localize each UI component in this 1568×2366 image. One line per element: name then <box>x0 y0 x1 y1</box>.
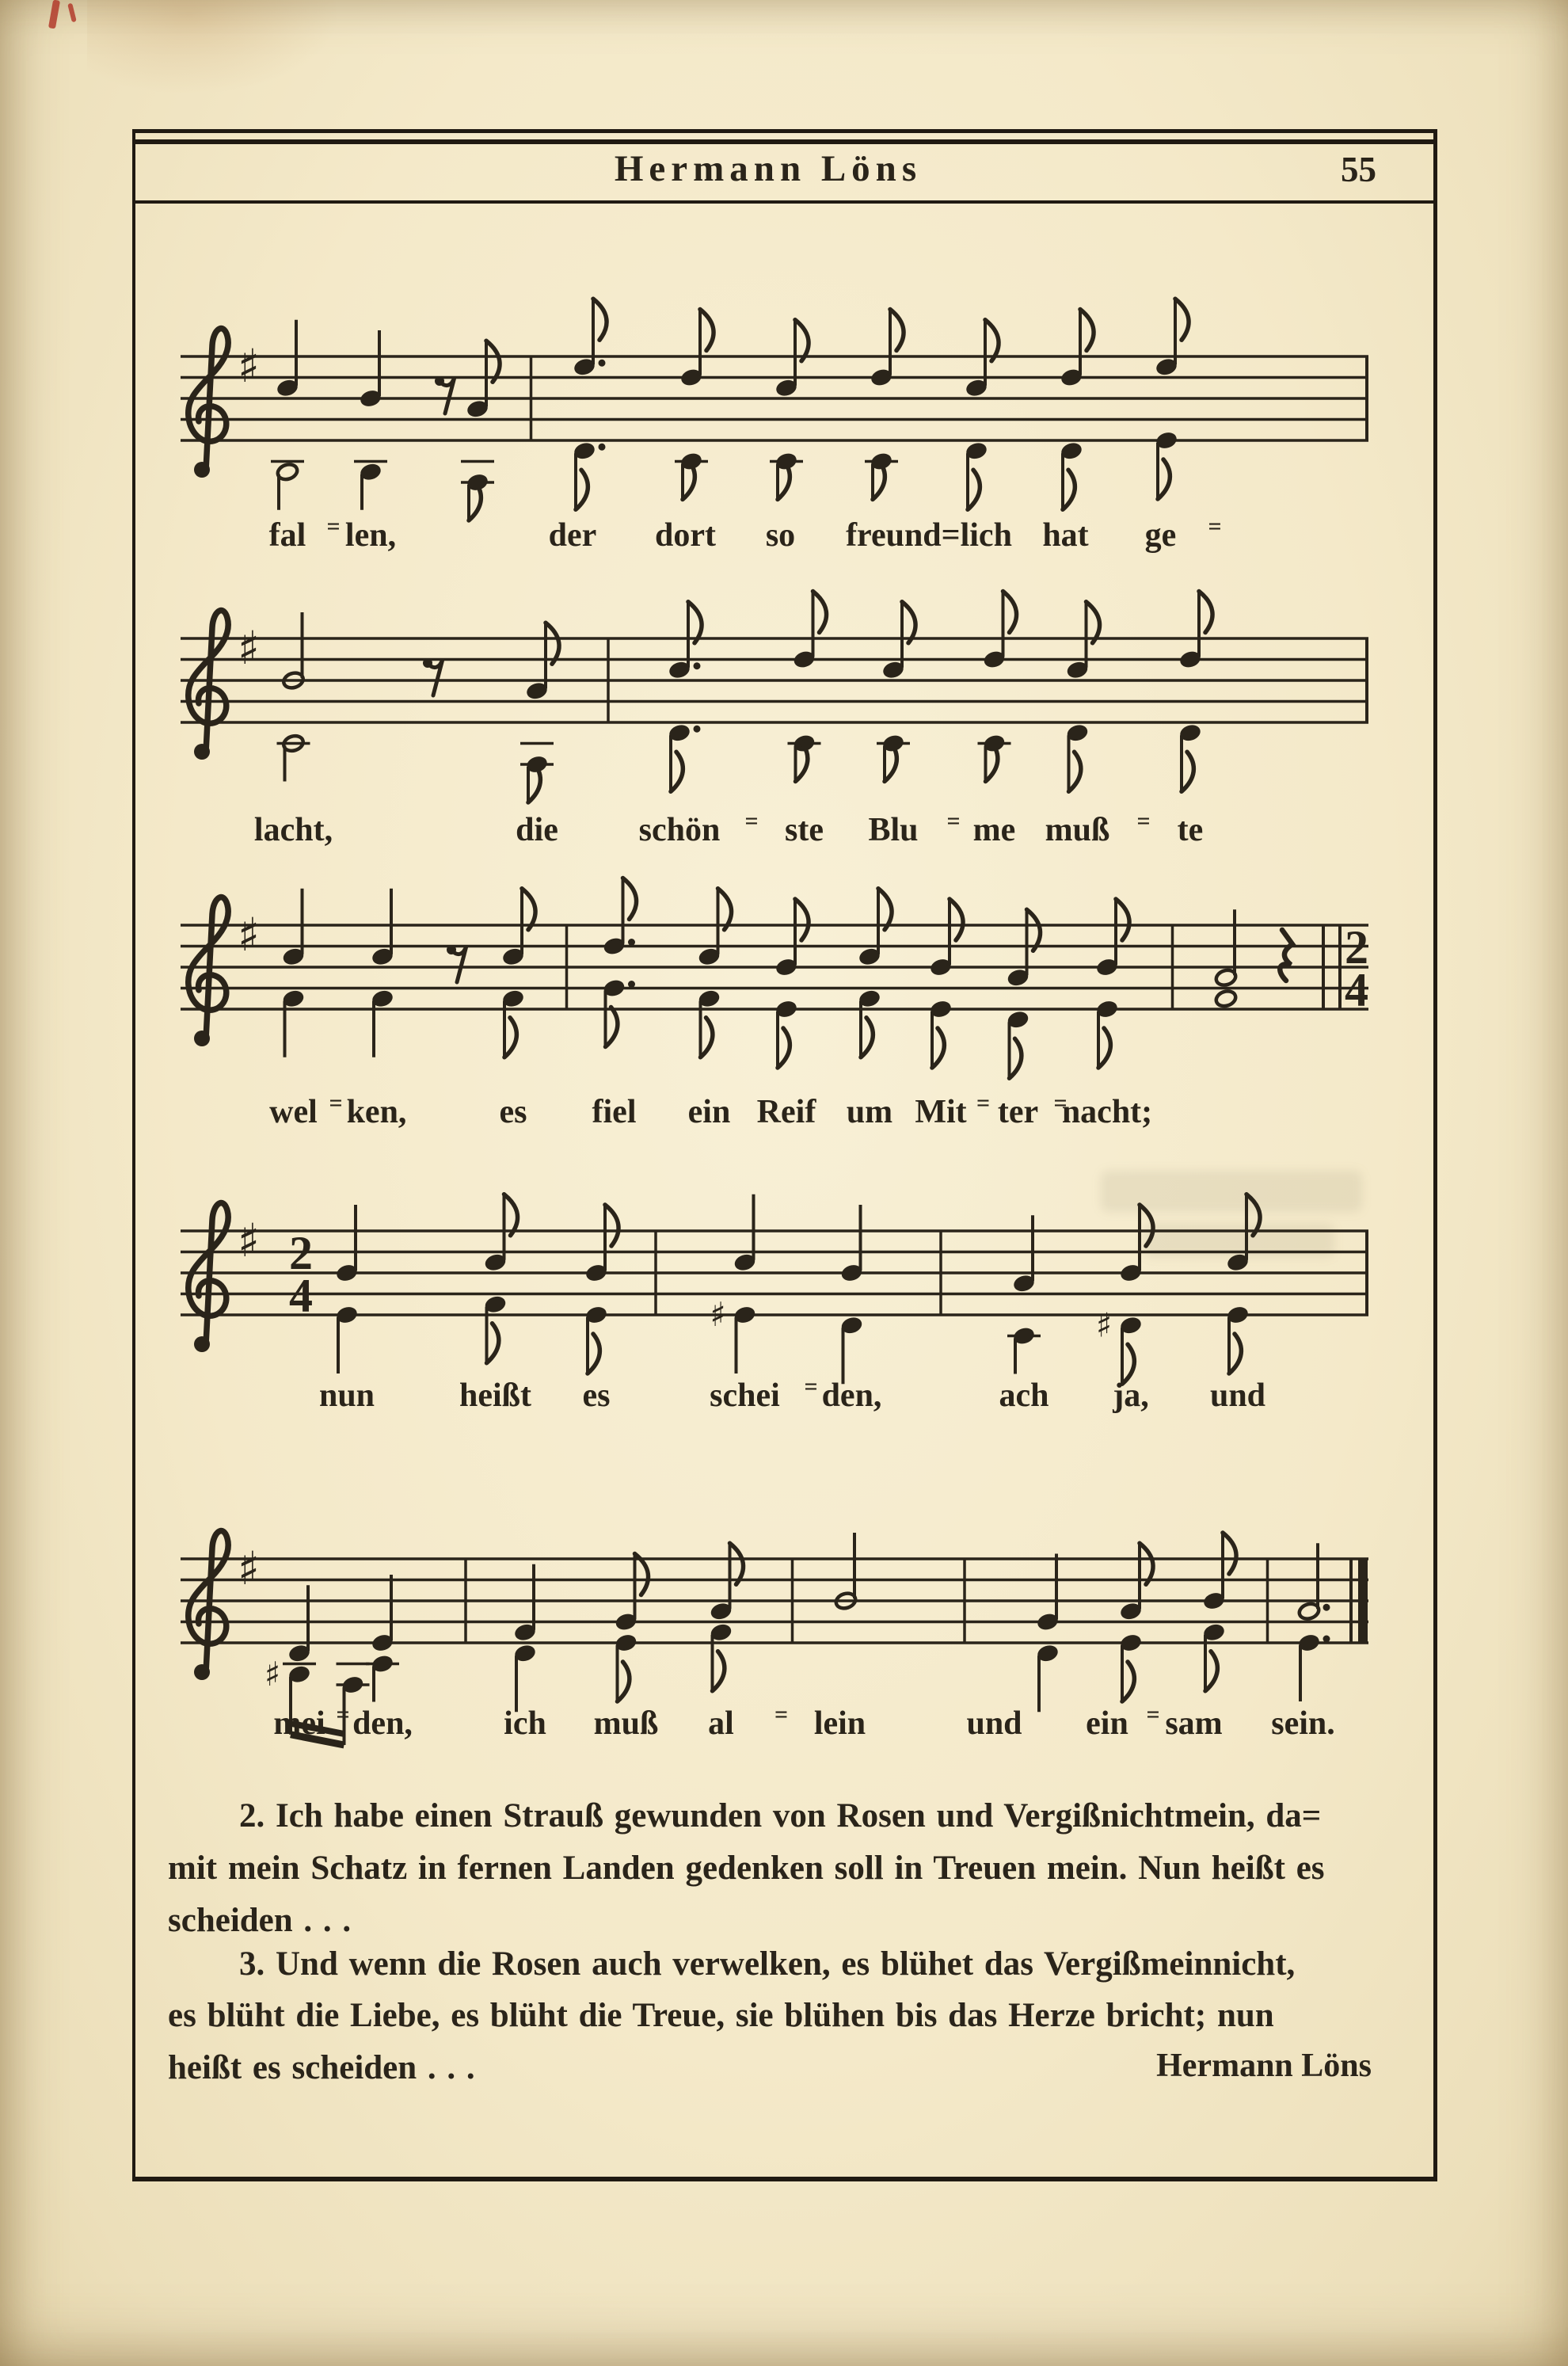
svg-text:♯: ♯ <box>1096 1305 1113 1345</box>
page-number: 55 <box>1341 150 1376 189</box>
lyric-syllable: = <box>744 808 757 834</box>
lyric-syllable: = <box>774 1701 787 1728</box>
lyric-syllable: hat <box>1042 517 1089 554</box>
lyric-syllable: = <box>336 1701 348 1728</box>
lyric-syllable: dort <box>655 517 716 554</box>
lyric-syllable: lacht, <box>253 812 333 848</box>
music-system-3 <box>165 838 1384 1123</box>
lyrics-line-1 <box>165 513 1400 564</box>
lyric-syllable: um <box>846 1094 893 1130</box>
lyric-syllable: muß <box>593 1705 659 1742</box>
lyric-syllable: wel <box>269 1094 318 1130</box>
lyric-syllable: sein. <box>1271 1705 1335 1742</box>
lyrics-line-5 <box>165 1701 1400 1752</box>
lyric-syllable: ein <box>687 1094 731 1130</box>
lyric-syllable: fal <box>268 517 306 554</box>
lyrics-line-2 <box>165 808 1400 859</box>
lyric-syllable: lein <box>813 1705 866 1742</box>
lyric-syllable: es <box>582 1377 611 1414</box>
lyric-syllable: muß <box>1045 812 1110 848</box>
lyric-syllable: nun <box>318 1377 375 1414</box>
frame-left-rule <box>132 129 135 2181</box>
lyric-syllable: Reif <box>756 1094 816 1130</box>
lyric-syllable: und <box>1209 1377 1266 1414</box>
lyric-syllable: ste <box>785 812 824 848</box>
frame-bottom-rule <box>132 2177 1437 2181</box>
lyric-syllable: = <box>326 513 339 539</box>
music-system-2 <box>165 551 1384 836</box>
red-crayon-mark <box>67 3 77 23</box>
lyric-syllable: = <box>329 1090 341 1116</box>
red-crayon-mark <box>48 0 60 29</box>
author-signature: Hermann Löns <box>1156 2048 1372 2084</box>
lyric-syllable: ein <box>1086 1705 1128 1742</box>
lyric-syllable: = <box>1208 513 1220 539</box>
lyric-syllable: mei <box>273 1705 325 1742</box>
svg-text:2: 2 <box>289 1227 313 1279</box>
lyric-syllable: heißt <box>459 1377 532 1414</box>
svg-text:2: 2 <box>1345 921 1368 973</box>
lyric-syllable: Mit <box>915 1094 967 1130</box>
lyric-syllable: = <box>1053 1090 1066 1116</box>
lyric-syllable: schön <box>638 812 721 848</box>
svg-text:♯: ♯ <box>238 621 261 675</box>
verse-3-line-1: 3. Und wenn die Rosen auch verwelken, es blühet das Vergißmeinnicht, <box>239 1945 1296 1983</box>
svg-text:4: 4 <box>289 1270 313 1322</box>
frame-top-rule-outer <box>132 129 1437 133</box>
lyric-syllable: me <box>972 812 1016 848</box>
paper-stain <box>87 0 341 95</box>
lyric-syllable: es <box>499 1094 527 1130</box>
lyric-syllable: al <box>708 1705 734 1742</box>
lyrics-line-3 <box>165 1090 1400 1141</box>
lyric-syllable: freund=lich <box>846 517 1012 554</box>
lyric-syllable: der <box>548 517 597 554</box>
svg-text:♯: ♯ <box>265 1654 281 1694</box>
lyric-syllable: ja, <box>1113 1377 1149 1414</box>
lyric-syllable: = <box>946 808 959 834</box>
lyric-syllable: und <box>966 1705 1022 1742</box>
lyric-syllable: sam <box>1165 1705 1223 1742</box>
lyric-syllable: ter <box>997 1094 1039 1130</box>
lyric-syllable: die <box>516 812 558 848</box>
svg-text:♯: ♯ <box>238 908 261 962</box>
lyric-syllable: den, <box>352 1705 413 1742</box>
lyric-syllable: = <box>804 1373 816 1400</box>
verse-3-line-3: heißt es scheiden . . . <box>168 2049 475 2086</box>
lyric-syllable: nacht; <box>1061 1094 1153 1130</box>
verse-2-line-3: scheiden . . . <box>168 1902 352 1939</box>
lyric-syllable: fiel <box>592 1094 637 1130</box>
lyric-syllable: len, <box>344 517 397 554</box>
lyrics-line-4 <box>165 1373 1400 1424</box>
verse-3-line-2: es blüht die Liebe, es blüht die Treue, sie blühen bis das Herze bricht; nun <box>168 1997 1274 2034</box>
svg-text:♯: ♯ <box>238 1213 261 1267</box>
frame-top-rule-inner <box>132 139 1437 144</box>
lyric-syllable: te <box>1177 812 1204 848</box>
svg-text:♯: ♯ <box>710 1295 726 1334</box>
header-divider-rule <box>132 200 1437 204</box>
lyric-syllable: ich <box>504 1705 546 1742</box>
lyric-syllable: Blu <box>868 812 919 848</box>
lyric-syllable: = <box>1146 1701 1159 1728</box>
lyric-syllable: den, <box>821 1377 882 1414</box>
lyric-syllable: so <box>765 517 796 554</box>
music-system-1 <box>165 269 1384 554</box>
lyric-syllable: schei <box>710 1377 780 1414</box>
svg-text:♯: ♯ <box>238 339 261 393</box>
lyric-syllable: = <box>976 1090 989 1116</box>
svg-text:4: 4 <box>1345 964 1368 1016</box>
lyric-syllable: ge <box>1144 517 1177 554</box>
lyric-syllable: ken, <box>346 1094 407 1130</box>
lyric-syllable: = <box>1136 808 1149 834</box>
lyric-syllable: ach <box>999 1377 1049 1414</box>
verse-2-line-2: mit mein Schatz in fernen Landen gedenken soll in Treuen mein. Nun heißt es <box>168 1850 1325 1887</box>
svg-text:♯: ♯ <box>238 1541 261 1595</box>
frame-right-rule <box>1433 129 1437 2181</box>
verse-2-line-1: 2. Ich habe einen Strauß gewunden von Rosen und Vergißnichtmein, da= <box>239 1797 1322 1835</box>
page-title: Hermann Löns <box>614 148 923 189</box>
